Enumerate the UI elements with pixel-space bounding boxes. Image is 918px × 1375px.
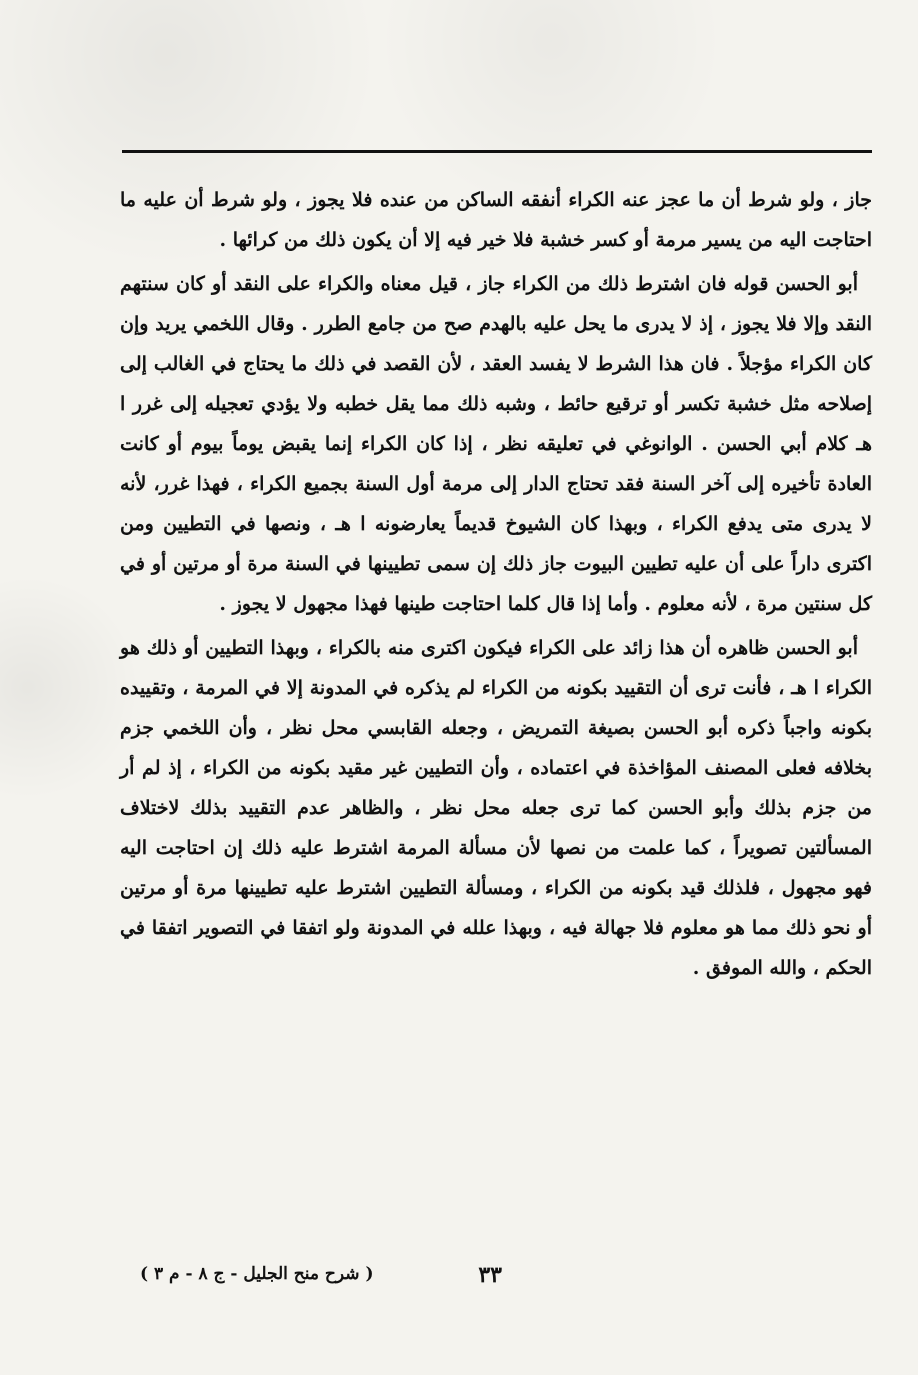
page-number: ٣٣: [478, 1262, 502, 1288]
paragraph-3: أبو الحسن ظاهره أن هذا زائد على الكراء فيكون اكترى منه بالكراء ، وبهذا التطيين أو ذلك هو الكراء ا هـ ، فأنت ترى أن التقييد بكونه من الكراء لم يذكره في المدونة إلا في المرمة ، وتقييده بكونه واجباً ذكره أبو الحسن بصيغة التمريض ، وجعله القابسي محل نظر ، وأن اللخمي جزم بخلافه فعلى المصنف المؤاخذة في اعتماده ، وأن التطيين غير مقيد بكونه من الكراء ، إذ لم أر من جزم بذلك وأبو الحسن كما ترى جعله محل نظر ، والظاهر عدم التقييد بذلك لاختلاف المسألتين تصويراً ، كما علمت من نصها لأن مسألة المرمة اشترط عليه ذلك إن احتاجت اليه فهو مجهول ، فلذلك قيد بكونه من الكراء ، ومسألة التطيين اشترط عليه تطيينها مرة أو مرتين أو نحو ذلك مما هو معلوم فلا جهالة فيه ، وبهذا علله في المدونة ولو اتفقا في التصوير اتفقا في الحكم ، والله الموفق .: [120, 637, 872, 979]
body-text: [120, 180, 872, 992]
paragraph-1: جاز ، ولو شرط أن ما عجز عنه الكراء أنفقه الساكن من عنده فلا يجوز ، ولو شرط أن عليه ما احتاجت اليه من يسير مرمة أو كسر خشبة فلا خير فيه إلا أن يكون ذلك من كرائها .: [120, 189, 872, 251]
top-rule: [122, 150, 872, 153]
paragraph-2: أبو الحسن قوله فان اشترط ذلك من الكراء جاز ، قيل معناه والكراء على النقد أو كان سنتهم النقد وإلا فلا يجوز ، إذ لا يدرى ما يحل عليه بالهدم صح من جامع الطرر . وقال اللخمي يريد وإن كان الكراء مؤجلاً . فان هذا الشرط لا يفسد العقد ، لأن القصد في ذلك ما يحتاج في الغالب إلى إصلاحه مثل خشبة تكسر أو ترقيع حائط ، وشبه ذلك مما يقل خطبه ولا يؤدي تعجيله إلى غرر ا هـ كلام أبي الحسن . الوانوغي في تعليقه نظر ، إذا كان الكراء إنما يقبض يوماً بيوم أو كانت العادة تأخيره إلى آخر السنة فقد تحتاج الدار إلى مرمة أول السنة بجميع الكراء ، فهذا غرر، لأنه لا يدرى متى يدفع الكراء ، وبهذا كان الشيوخ قديماً يعارضونه ا هـ ، ونصها في التطيين ومن اكترى داراً على أن عليه تطيين البيوت جاز ذلك إن سمى تطيينها في السنة مرة أو مرتين أو في كل سنتين مرة ، لأنه معلوم . وأما إذا قال كلما احتاجت طينها فهذا مجهول لا يجوز .: [120, 273, 873, 615]
source-reference: ( شرح منح الجليل - ج ٨ - م ٣ ): [140, 1264, 374, 1284]
page-footer: [120, 1262, 872, 1298]
